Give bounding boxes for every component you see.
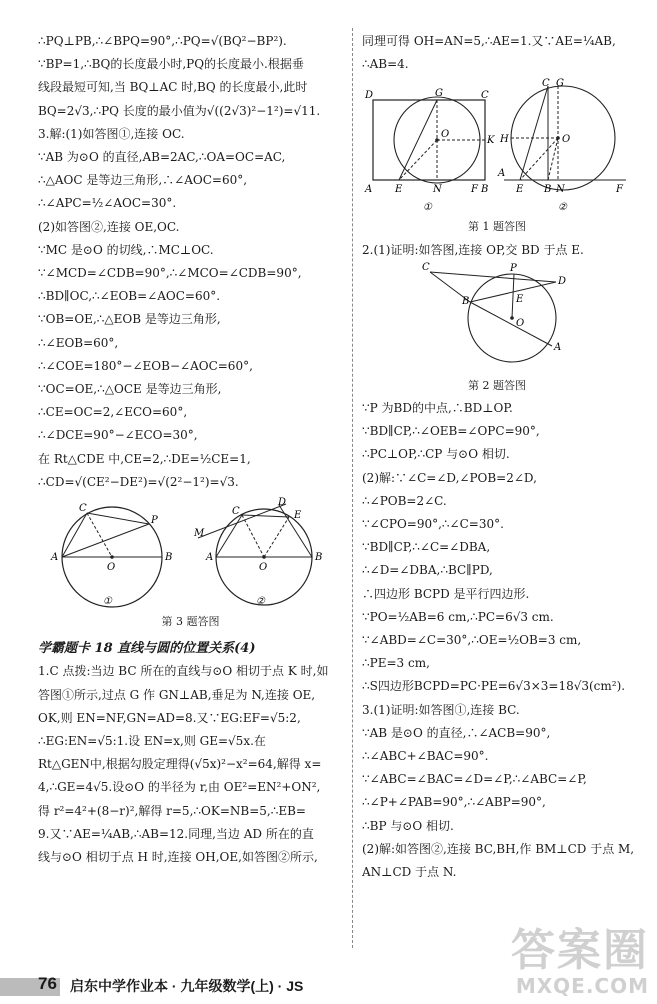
svg-text:N: N bbox=[433, 184, 442, 196]
svg-text:N: N bbox=[555, 184, 565, 196]
svg-text:C: C bbox=[481, 90, 489, 102]
svg-text:G: G bbox=[435, 88, 444, 100]
text-line: 得 r²=4²+(8−r)²,解得 r=5,∴OK=NB=5,∴EB= bbox=[38, 803, 306, 818]
svg-text:K: K bbox=[487, 135, 495, 147]
text-line: ∴∠DCE=90°−∠ECO=30°, bbox=[38, 428, 198, 443]
svg-text:P: P bbox=[150, 515, 158, 527]
text-line: 答图①所示,过点 G 作 GN⊥AB,垂足为 N,连接 OE, bbox=[38, 687, 316, 702]
text-line: 线与⊙O 相切于点 H 时,连接 OH,OE,如答图②所示, bbox=[38, 850, 318, 865]
svg-text:D: D bbox=[278, 497, 287, 509]
figure-1-diagram-2 bbox=[496, 80, 631, 215]
watermark bbox=[511, 925, 649, 998]
text-line: ∴∠POB=2∠C. bbox=[362, 493, 447, 508]
text-line: 3.(1)证明:如答图①,连接 BC. bbox=[362, 702, 520, 717]
svg-text:C: C bbox=[541, 78, 550, 90]
text-line: ∴EG:EN=√5:1.设 EN=x,则 GE=√5x.在 bbox=[38, 734, 266, 749]
svg-text:A: A bbox=[50, 552, 58, 564]
text-line: Rt△GEN中,根据勾股定理得(√5x)²−x²=64,解得 x= bbox=[38, 757, 322, 772]
text-line: 在 Rt△CDE 中,CE=2,∴DE=½CE=1, bbox=[38, 451, 251, 466]
text-line: ∴△AOC 是等边三角形,∴∠AOC=60°, bbox=[38, 173, 248, 188]
text-line: ∴∠ABC+∠BAC=90°. bbox=[362, 749, 489, 764]
text-line: ∵MC 是⊙O 的切线,∴MC⊥OC. bbox=[38, 242, 214, 257]
text-line: ∴AB=4. bbox=[362, 57, 409, 72]
text-line: ∵BD∥CP,∴∠OEB=∠OPC=90°, bbox=[362, 424, 540, 439]
svg-text:O: O bbox=[441, 129, 450, 141]
text-line: ∴∠APC=½∠AOC=30°. bbox=[38, 196, 177, 211]
svg-text:B: B bbox=[462, 295, 470, 307]
figure-2 bbox=[362, 262, 632, 374]
svg-text:A: A bbox=[206, 552, 214, 564]
figure-label: ① bbox=[423, 202, 433, 214]
text-line: 线段最短可知,当 BQ⊥AC 时,BQ 的长度最小,此时 bbox=[38, 80, 308, 95]
figure-2-diagram bbox=[422, 262, 572, 374]
svg-text:F: F bbox=[615, 184, 623, 196]
text-line: ∵∠ABD=∠C=30°,∴OE=½OB=3 cm, bbox=[362, 633, 582, 648]
figure-3-diagram-2 bbox=[194, 497, 334, 610]
text-line: AN⊥CD 于点 N. bbox=[362, 865, 457, 880]
watermark-sub: MXQE.COM bbox=[515, 974, 649, 998]
figure-1-diagram-1 bbox=[363, 80, 493, 215]
figure-2-caption: 第 2 题答图 bbox=[468, 378, 526, 392]
svg-text:B: B bbox=[543, 184, 552, 196]
svg-text:B: B bbox=[481, 184, 489, 196]
text-line: ∵BP=1,∴BQ的长度最小时,PQ的长度最小.根据垂 bbox=[38, 57, 304, 72]
text-line: 1.C 点拨:当边 BC 所在的直线与⊙O 相切于点 K 时,如 bbox=[38, 664, 329, 679]
text-line: ∴CE=OC=2,∠ECO=60°, bbox=[38, 405, 188, 420]
watermark-main: 答案圈 bbox=[511, 925, 649, 976]
text-line: 4,∴GE=4√5.设⊙O 的半径为 r,由 OE²=EN²+ON², bbox=[38, 780, 321, 795]
text-line: ∵∠CPO=90°,∴∠C=30°. bbox=[362, 517, 504, 532]
left-column bbox=[38, 30, 343, 869]
right-column bbox=[362, 30, 635, 884]
text-line: OK,则 EN=NF,GN=AD=8.又∵EG:EF=√5:2, bbox=[38, 710, 301, 725]
figure-label: ② bbox=[256, 596, 266, 608]
page-number: 76 bbox=[38, 974, 57, 993]
figure-1-caption: 第 1 题答图 bbox=[468, 220, 526, 234]
text-line: ∴四边形 BCPD 是平行四边形. bbox=[362, 586, 530, 601]
svg-text:F: F bbox=[471, 184, 479, 196]
text-line: ∴BD∥OC,∴∠EOB=∠AOC=60°. bbox=[38, 289, 221, 304]
figure-3-diagram-1 bbox=[47, 500, 177, 610]
text-line: (2)解:如答图②,连接 BC,BH,作 BM⊥CD 于点 M, bbox=[362, 841, 635, 856]
text-line: ∵P 为BD的中点,∴BD⊥OP. bbox=[362, 401, 513, 416]
figure-label: ② bbox=[557, 202, 567, 214]
text-line: 2.(1)证明:如答图,连接 OP,交 BD 于点 E. bbox=[362, 242, 584, 257]
text-line: ∴∠D=∠DBA,∴BC∥PD, bbox=[362, 563, 493, 578]
text-line: ∵∠MCD=∠CDB=90°,∴∠MCO=∠CDB=90°, bbox=[38, 266, 302, 281]
text-line: (2)解:∵∠C=∠D,∠POB=2∠D, bbox=[362, 470, 537, 485]
svg-text:E: E bbox=[294, 510, 302, 522]
text-line: ∵OB=OE,∴△EOB 是等边三角形, bbox=[38, 312, 221, 327]
svg-text:A: A bbox=[554, 341, 562, 353]
svg-text:O: O bbox=[106, 562, 115, 574]
figure-3 bbox=[38, 497, 343, 610]
svg-text:C: C bbox=[422, 261, 430, 273]
svg-text:E: E bbox=[515, 184, 524, 196]
column-divider bbox=[352, 28, 353, 948]
svg-text:E: E bbox=[395, 184, 403, 196]
text-line: ∵BD∥CP,∴∠C=∠DBA, bbox=[362, 540, 491, 555]
svg-text:G: G bbox=[555, 78, 564, 90]
text-line: ∴∠EOB=60°, bbox=[38, 335, 119, 350]
text-line: ∴PQ⊥PB,∴∠BPQ=90°,∴PQ=√(BQ²−BP²). bbox=[38, 34, 287, 48]
svg-text:P: P bbox=[510, 262, 517, 274]
svg-text:B: B bbox=[315, 552, 323, 564]
svg-text:C: C bbox=[78, 503, 87, 515]
section-heading: 学霸题卡 18 直线与圆的位置关系(4) bbox=[38, 641, 256, 657]
svg-text:A: A bbox=[497, 168, 505, 180]
figure-label: ① bbox=[102, 596, 112, 608]
text-line: ∵∠ABC=∠BAC=∠D=∠P,∴∠ABC=∠P, bbox=[362, 772, 587, 787]
svg-text:D: D bbox=[365, 90, 374, 102]
text-line: ∵OC=OE,∴△OCE 是等边三角形, bbox=[38, 382, 222, 397]
text-line: ∴PE=3 cm, bbox=[362, 656, 430, 671]
text-line: BQ=2√3,∴PQ 长度的最小值为√((2√3)²−1²)=√11. bbox=[38, 103, 321, 118]
book-title: 启东中学作业本 · 九年级数学(上) · JS bbox=[70, 978, 304, 994]
text-line: 3.解:(1)如答图①,连接 OC. bbox=[38, 126, 185, 141]
figure-1 bbox=[362, 80, 632, 215]
text-line: ∵AB 为⊙O 的直径,AB=2AC,∴OA=OC=AC, bbox=[38, 150, 286, 165]
text-line: 9.又∵AE=¼AB,∴AB=12.同理,当边 AD 所在的直 bbox=[38, 826, 314, 841]
svg-text:D: D bbox=[558, 275, 567, 287]
text-line: 同理可得 OH=AN=5,∴AE=1.又∵AE=¼AB, bbox=[362, 34, 616, 48]
svg-text:M: M bbox=[194, 528, 205, 540]
svg-text:O: O bbox=[516, 317, 525, 329]
text-line: ∵AB 是⊙O 的直径,∴∠ACB=90°, bbox=[362, 725, 551, 740]
svg-text:B: B bbox=[164, 552, 173, 564]
svg-text:H: H bbox=[499, 134, 509, 146]
svg-text:O: O bbox=[259, 562, 268, 574]
svg-text:C: C bbox=[232, 506, 240, 518]
text-line: ∴S四边形BCPD=PC·PE=6√3×3=18√3(cm²). bbox=[362, 679, 626, 694]
text-line: ∴∠COE=180°−∠EOB−∠AOC=60°, bbox=[38, 358, 253, 373]
text-line: ∴BP 与⊙O 相切. bbox=[362, 818, 454, 833]
svg-text:O: O bbox=[561, 134, 570, 146]
svg-text:A: A bbox=[365, 184, 373, 196]
text-line: ∵PO=½AB=6 cm,∴PC=6√3 cm. bbox=[362, 609, 554, 624]
figure-3-caption: 第 3 题答图 bbox=[161, 615, 220, 629]
svg-text:E: E bbox=[516, 293, 524, 305]
text-line: ∴∠P+∠PAB=90°,∴∠ABP=90°, bbox=[362, 795, 546, 810]
text-line: (2)如答图②,连接 OE,OC. bbox=[38, 219, 180, 234]
text-line: ∴CD=√(CE²−DE²)=√(2²−1²)=√3. bbox=[38, 474, 239, 489]
text-line: ∴PC⊥OP,∴CP 与⊙O 相切. bbox=[362, 447, 510, 462]
